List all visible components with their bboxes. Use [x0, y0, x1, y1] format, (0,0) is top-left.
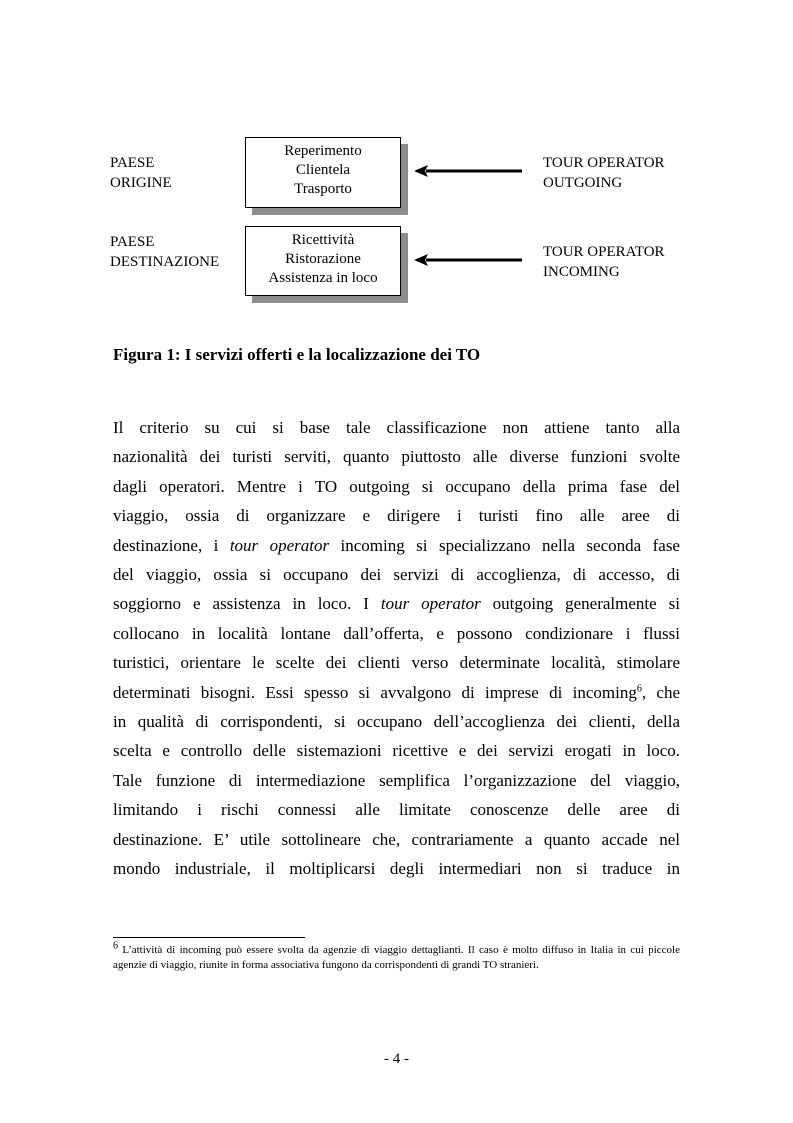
footnote-divider — [113, 937, 305, 938]
italic-term: tour operator — [380, 594, 481, 614]
box-item: Ricettività — [291, 232, 355, 248]
text-line — [113, 707, 680, 736]
italic-term: tour operator — [229, 535, 330, 555]
body-paragraph — [113, 413, 680, 884]
label-line: TOUR OPERATOR — [543, 155, 665, 171]
label-line: TOUR OPERATOR — [543, 244, 665, 260]
box-item: Clientela — [295, 162, 351, 178]
label-line: PAESE — [110, 234, 155, 250]
text-span: outgoing generalmente si — [480, 594, 680, 614]
text-line — [113, 825, 680, 854]
text-span: viaggio, ossia di organizzare e dirigere i turisti fino alle aree di — [113, 506, 680, 526]
label-line: OUTGOING — [543, 175, 623, 191]
footnote-ref[interactable]: 6 — [636, 683, 642, 694]
box-item: Ristorazione — [285, 251, 361, 267]
label-to-incoming — [543, 242, 665, 282]
text-span: Tale funzione di intermediazione semplifica l’organizzazione del viaggio, — [113, 770, 680, 790]
box-servizi-destinazione — [245, 226, 401, 296]
text-line — [113, 472, 680, 501]
label-line: INCOMING — [543, 264, 620, 280]
text-span: destinazione. E’ utile sottolineare che, contrariamente a quanto accade nel — [113, 829, 680, 849]
text-line — [113, 854, 680, 883]
text-span: collocano in località lontane dall’offerta, e possono condizionare i flussi — [113, 623, 680, 643]
text-span: dagli operatori. Mentre i TO outgoing si occupano della prima fase del — [113, 476, 680, 496]
text-span: destinazione, i — [113, 535, 230, 555]
box-item: Assistenza in loco — [268, 270, 378, 286]
text-line — [113, 442, 680, 471]
text-line — [113, 648, 680, 677]
label-line: ORIGINE — [110, 175, 172, 191]
text-line — [113, 501, 680, 530]
label-paese-origine — [110, 153, 172, 193]
text-span: determinati bisogni. Essi spesso si avvalgono di imprese di incoming — [113, 682, 637, 702]
label-line: PAESE — [110, 155, 155, 171]
footnote-text: L’attività di incoming può essere svolta da agenzie di viaggio dettaglianti. Il caso è molto diffuso in Italia in cui piccole agenzie di viaggio, riunite in forma associativa fungono da corrispondenti di grandi TO stranieri. — [113, 944, 680, 971]
text-line — [113, 531, 680, 560]
page-number: - 4 - — [384, 1051, 409, 1067]
text-span: incoming si specializzano nella seconda fase — [329, 535, 680, 555]
text-line — [113, 736, 680, 765]
box-item: Reperimento — [284, 143, 362, 159]
box-servizi-origine — [245, 137, 401, 208]
label-paese-destinazione — [110, 232, 219, 272]
text-span: nazionalità dei turisti serviti, quanto piuttosto alle diverse funzioni svolte — [113, 447, 680, 467]
text-line — [113, 766, 680, 795]
text-line — [113, 795, 680, 824]
text-line — [113, 413, 680, 442]
arrow-left-icon — [412, 252, 524, 268]
text-span: soggiorno e assistenza in loco. I — [113, 594, 381, 614]
text-line — [113, 619, 680, 648]
text-line — [113, 678, 680, 707]
text-span: turistici, orientare le scelte dei clienti verso determinate località, stimolare — [113, 653, 680, 673]
label-line: DESTINAZIONE — [110, 254, 220, 270]
figure-caption: Figura 1: I servizi offerti e la localizzazione dei TO — [113, 345, 481, 364]
footnote-marker: 6 — [113, 940, 118, 952]
text-span: mondo industriale, il moltiplicarsi degli intermediari non si traduce in — [113, 859, 680, 879]
text-span: limitando i rischi connessi alle limitate conoscenze delle aree di — [113, 800, 680, 820]
box-item: Trasporto — [294, 181, 352, 197]
text-line — [113, 560, 680, 589]
arrow-left-icon — [412, 163, 524, 179]
text-line — [113, 589, 680, 618]
text-span: scelta e controllo delle sistemazioni ricettive e dei servizi erogati in loco. — [113, 741, 680, 761]
text-span: , che — [641, 682, 680, 702]
text-span: in qualità di corrispondenti, si occupano dell’accoglienza dei clienti, della — [113, 712, 680, 732]
label-to-outgoing — [543, 153, 665, 193]
text-span: Il criterio su cui si base tale classificazione non attiene tanto alla — [113, 418, 680, 437]
text-span: del viaggio, ossia si occupano dei servizi di accoglienza, di accesso, di — [113, 565, 680, 585]
footnote — [113, 940, 680, 973]
